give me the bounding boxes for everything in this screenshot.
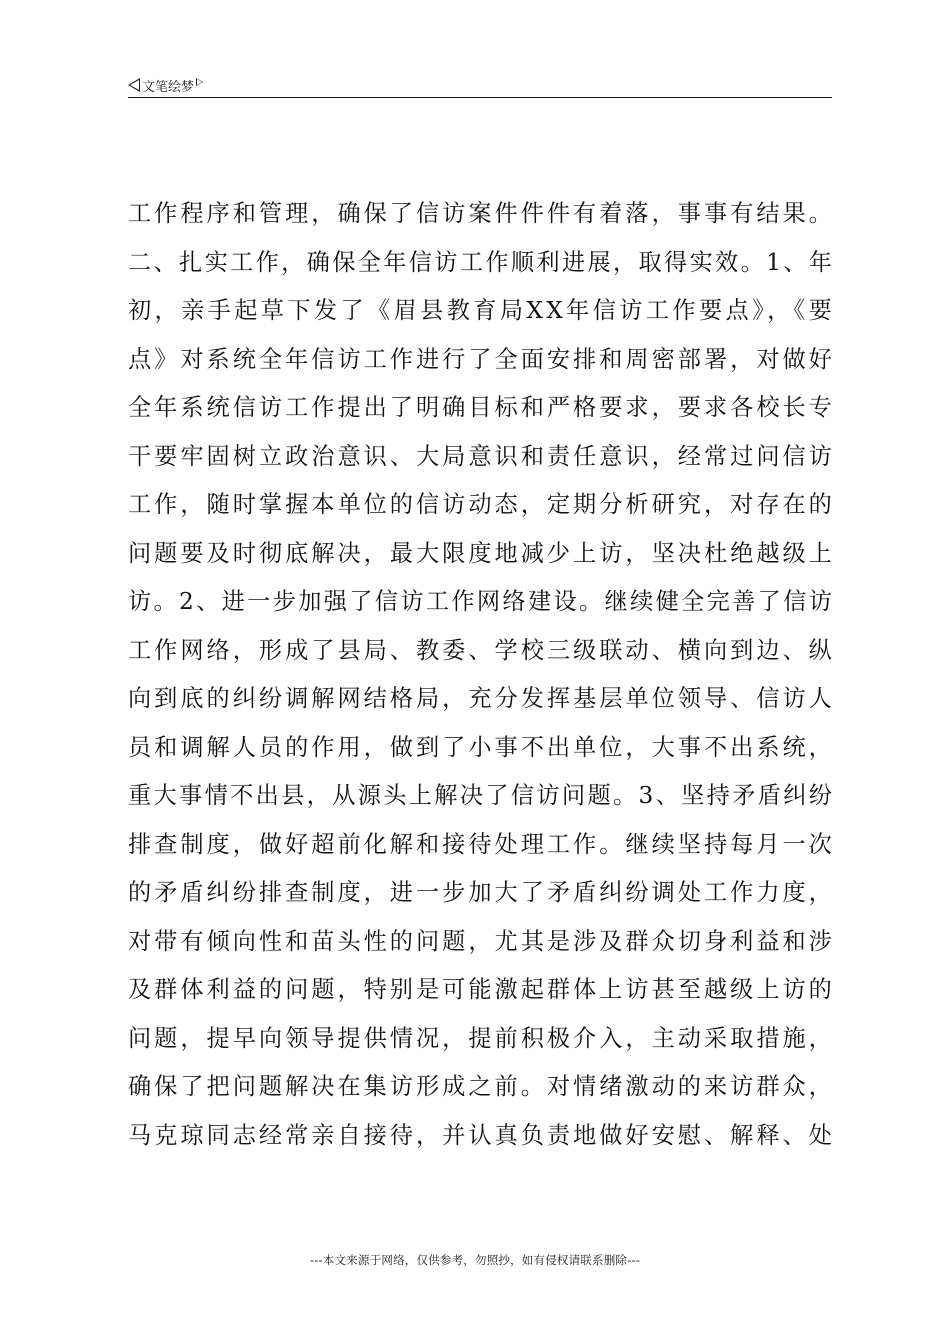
text-line: 访。2、进一步加强了信访工作网络建设。继续健全完善了信访: [128, 588, 835, 615]
text-line: 确保了把问题解决在集访形成之前。对情绪激动的来访群众，: [128, 1073, 835, 1100]
text-line: 点》对系统全年信访工作进行了全面安排和周密部署，对做好: [128, 345, 835, 373]
page-header: [128, 74, 203, 96]
triangle-right-icon: [196, 78, 203, 86]
text-line: 初，亲手起草下发了《眉县教育局XX年信访工作要点》，《要: [128, 297, 836, 324]
text-line: 干要牢固树立政治意识、大局意识和责任意识，经常过问信访: [128, 442, 835, 470]
text-line: 员和调解人员的作用，做到了小事不出单位，大事不出系统，: [128, 733, 835, 761]
page-footer: ---本文来源于网络，仅供参考，勿照抄，如有侵权请联系删除---: [309, 1253, 641, 1267]
text-line: 马克琼同志经常亲自接待，并认真负责地做好安慰、解释、处: [128, 1121, 835, 1149]
text-line: 及群体利益的问题，特别是可能激起群体上访甚至越级上访的: [128, 976, 835, 1003]
header-title: 文笔绘梦: [142, 79, 195, 95]
text-line: 工作，随时掌握本单位的信访动态，定期分析研究，对存在的: [128, 491, 835, 518]
triangle-left-icon: [128, 78, 140, 92]
text-line: 问题，提早向领导提供情况，提前积极介入，主动采取措施，: [128, 1024, 835, 1052]
text-line: 全年系统信访工作提出了明确目标和严格要求，要求各校长专: [128, 394, 835, 421]
text-line: 问题要及时彻底解决，最大限度地减少上访，坚决杜绝越级上: [128, 539, 835, 567]
text-line: 二、扎实工作，确保全年信访工作顺利进展，取得实效。1、年: [128, 248, 835, 276]
text-line: 工作程序和管理，确保了信访案件件件有着落，事事有结果。: [128, 200, 835, 227]
text-line: 排查制度，做好超前化解和接待处理工作。继续坚持每月一次: [128, 830, 835, 858]
header-divider: [128, 97, 832, 98]
text-line: 向到底的纠纷调解网结格局，充分发挥基层单位领导、信访人: [128, 685, 835, 712]
text-line: 工作网络，形成了县局、教委、学校三级联动、横向到边、纵: [128, 636, 835, 664]
text-line: 对带有倾向性和苗头性的问题，尤其是涉及群众切身利益和涉: [128, 927, 835, 955]
text-line: 重大事情不出县，从源头上解决了信访问题。3、坚持矛盾纠纷: [128, 782, 835, 809]
body-text: [128, 190, 836, 1160]
text-line: 的矛盾纠纷排查制度，进一步加大了矛盾纠纷调处工作力度，: [128, 879, 835, 906]
